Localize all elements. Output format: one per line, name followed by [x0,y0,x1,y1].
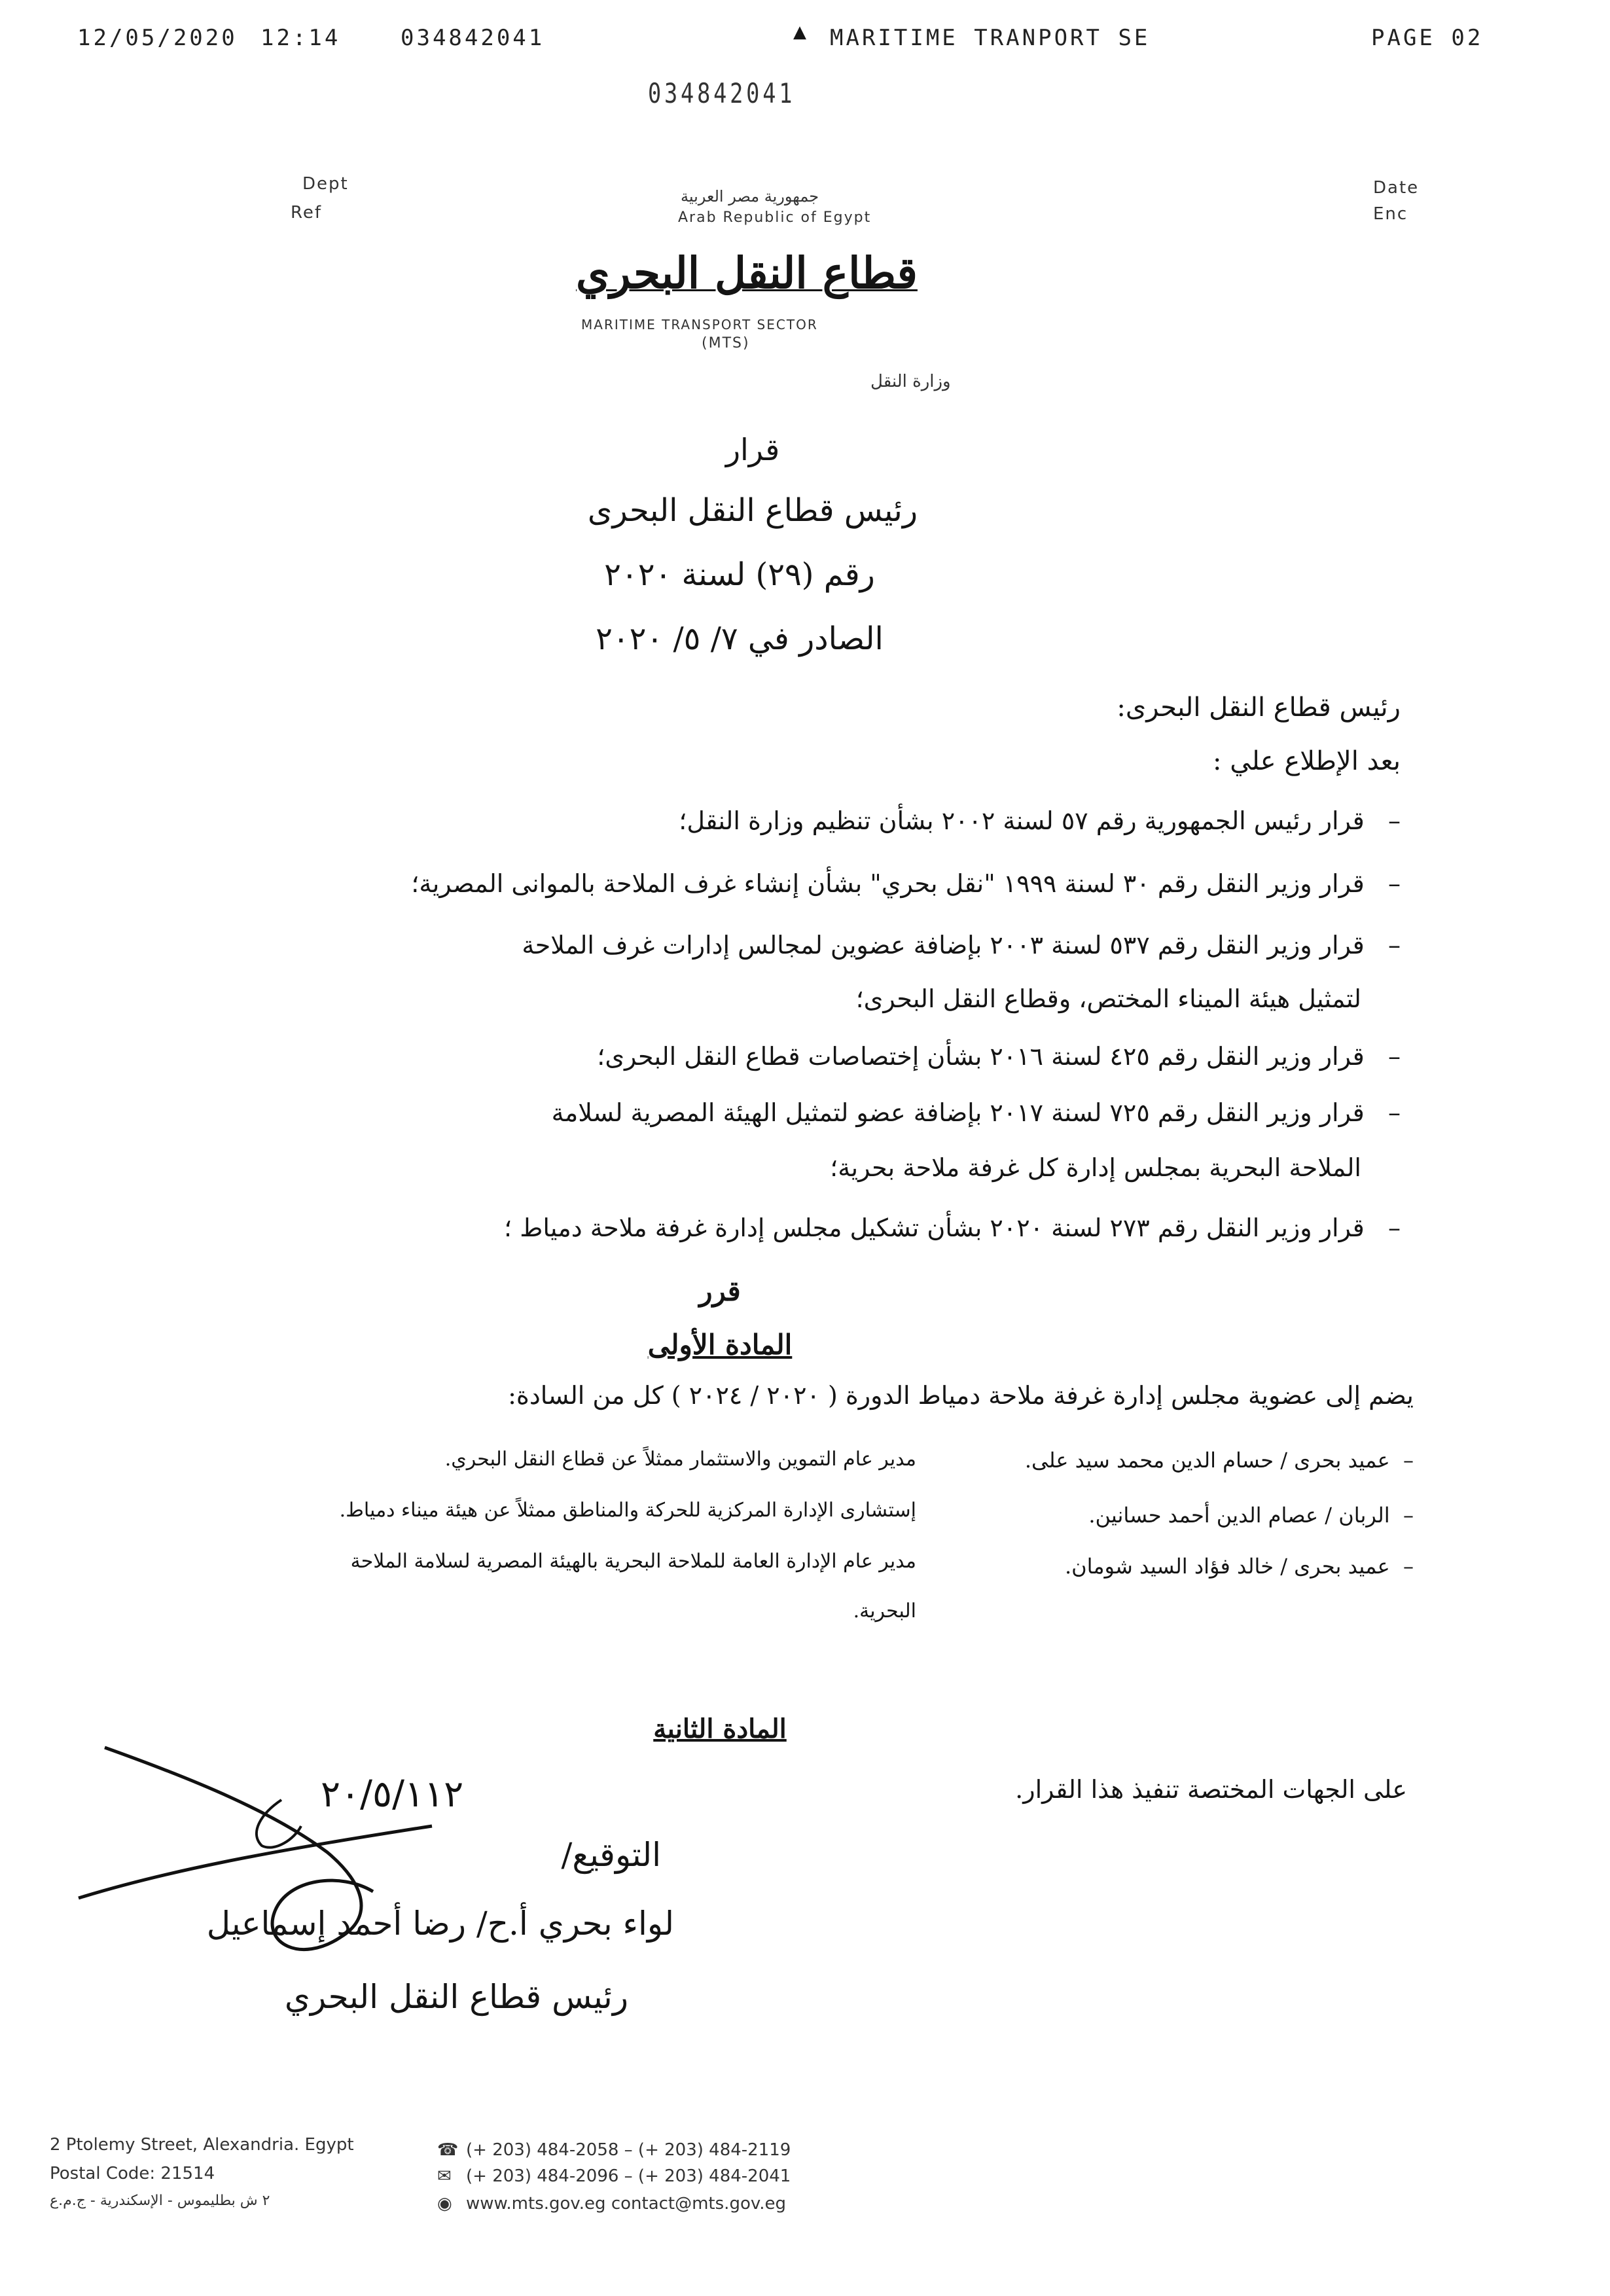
fax-sender: MARITIME TRANPORT SE [830,25,1151,51]
reference-item: – قرار وزير النقل رقم ٤٢٥ لسنة ٢٠١٦ بشأن إختصاصات قطاع النقل البحرى؛ [597,1042,1401,1071]
ministry-ar: وزارة النقل [870,372,951,391]
preamble-issuer: رئيس قطاع النقل البحرى: [1117,692,1401,723]
decision-heading: قرار [725,432,780,467]
member-role: مدير عام الإدارة العامة للملاحة البحرية بالهيئة المصرية لسلامة الملاحة [350,1550,916,1573]
sector-en: MARITIME TRANSPORT SECTOR [581,317,818,332]
signature-label: التوقيع/ [561,1836,661,1874]
article2-text: على الجهات المختصة تنفيذ هذا القرار. [1015,1775,1407,1804]
decision-number: رقم (٢٩) لسنة ٢٠٢٠ [604,556,875,593]
date-label: Date [1373,178,1420,198]
member-role: مدير عام التموين والاستثمار ممثلاً عن قطاع النقل البحري. [444,1448,916,1471]
republic-en: Arab Republic of Egypt [678,209,872,226]
footer-address-ar: ٢ ش بطليموس - الإسكندرية - ج.م.ع [50,2193,270,2209]
fax-time: 12:14 [260,25,341,51]
sector-logo-ar: قطاع النقل البحري [576,247,918,298]
member-name: – عميد بحرى / حسام الدين محمد سيد على. [1024,1448,1414,1473]
handwritten-note: ٢٠/٥/١١٢ [321,1773,464,1816]
enc-label: Enc [1373,204,1408,224]
preamble-review: بعد الإطلاع علي : [1213,746,1401,776]
triangle-icon: ▲ [793,22,806,42]
globe-icon: ◉ [437,2194,452,2214]
article1-intro: يضم إلى عضوية مجلس إدارة غرفة ملاحة دمياط الدورة ( ٢٠٢٠ / ٢٠٢٤ ) كل من السادة: [508,1381,1414,1410]
reference-item: – قرار رئيس الجمهورية رقم ٥٧ لسنة ٢٠٠٢ بشأن تنظيم وزارة النقل؛ [679,806,1401,835]
sector-abbr: (MTS) [702,335,750,351]
phone-icon: ☎ [437,2140,459,2160]
article2-heading: المادة الثانية [653,1713,787,1744]
reference-item: – قرار وزير النقل رقم ٥٣٧ لسنة ٢٠٠٣ بإضافة عضوين لمجالس إدارات غرف الملاحة [522,931,1401,960]
fax-number: 034842041 [401,25,545,51]
decision-issuer: رئيس قطاع النقل البحرى [587,492,918,529]
reference-item-continued: لتمثيل هيئة الميناء المختص، وقطاع النقل البحرى؛ [855,984,1361,1013]
references-list [39,806,1401,1265]
footer-web: www.mts.gov.eg contact@mts.gov.eg [466,2194,786,2214]
footer-phone-2: (+ 203) 484-2096 – (+ 203) 484-2041 [466,2166,791,2186]
footer-postal: Postal Code: 21514 [50,2164,215,2183]
member-role-continued: البحرية. [853,1600,916,1623]
member-name: – الربان / عصام الدين أحمد حسانين. [1088,1503,1414,1528]
footer-phone-1: (+ 203) 484-2058 – (+ 203) 484-2119 [466,2140,791,2160]
decided-heading: قرر [699,1275,741,1307]
stamp-number: 034842041 [648,77,796,109]
ref-label: Ref [291,203,323,223]
dept-label: Dept [302,174,349,194]
reference-item: – قرار وزير النقل رقم ٧٢٥ لسنة ٢٠١٧ بإضافة عضو لتمثيل الهيئة المصرية لسلامة [551,1098,1401,1127]
signatory-title: رئيس قطاع النقل البحري [284,1978,628,2016]
republic-ar: جمهورية مصر العربية [681,187,819,206]
reference-item: – قرار وزير النقل رقم ٣٠ لسنة ١٩٩٩ "نقل بحري" بشأن إنشاء غرف الملاحة بالموانى المصرية؛ [411,869,1401,898]
reference-item-continued: الملاحة البحرية بمجلس إدارة كل غرفة ملاحة بحرية؛ [830,1153,1361,1182]
footer-address: 2 Ptolemy Street, Alexandria. Egypt [50,2135,354,2155]
fax-icon: ✉ [437,2166,452,2186]
decision-date: الصادر في ٧/ ٥/ ٢٠٢٠ [596,620,884,657]
member-name: – عميد بحرى / خالد فؤاد السيد شومان. [1064,1554,1414,1579]
fax-date: 12/05/2020 [77,25,238,51]
article1-heading: المادة الأولى [647,1329,793,1361]
fax-page: PAGE 02 [1371,25,1484,51]
signatory-name: لواء بحري أ.ح/ رضا أحمد إسماعيل [206,1905,674,1943]
reference-item: – قرار وزير النقل رقم ٢٧٣ لسنة ٢٠٢٠ بشأن تشكيل مجلس إدارة غرفة ملاحة دمياط ؛ [504,1213,1401,1242]
member-role: إستشارى الإدارة المركزية للحركة والمناطق ممثلاً عن هيئة ميناء دمياط. [339,1499,916,1522]
